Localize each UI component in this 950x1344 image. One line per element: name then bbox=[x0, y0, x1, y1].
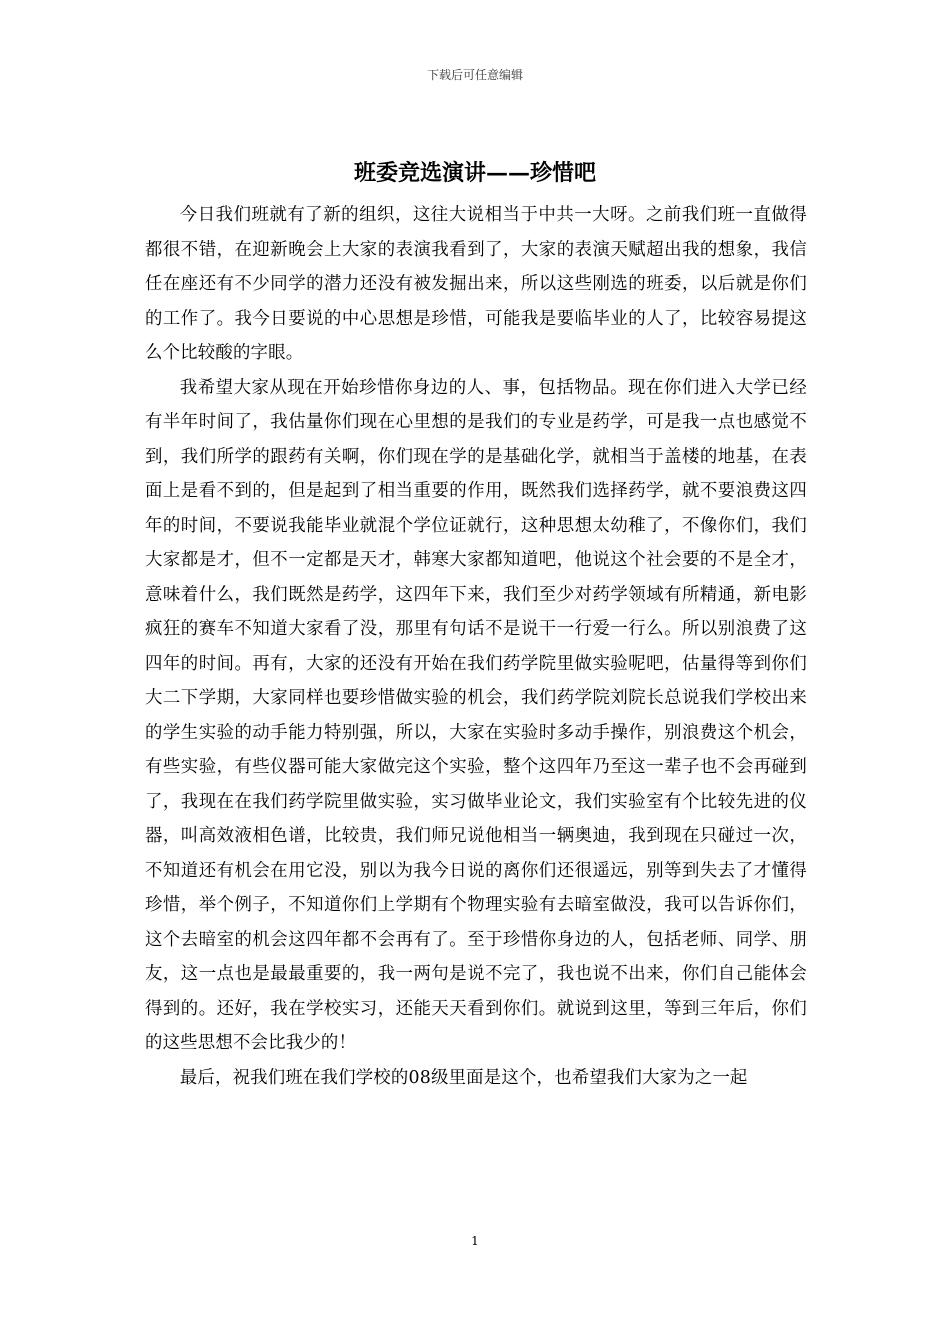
document-title: 班委竞选演讲——珍惜吧 bbox=[353, 160, 596, 186]
paragraph-2: 我希望大家从现在开始珍惜你身边的人、事，包括物品。现在你们进入大学已经有半年时间了，我估量你们现在心里想的是我们的专业是药学，可是我一点也感觉不到，我们所学的跟药有关啊，你们现在学的是基础化学，就相当于盖楼的地基，在表面上是看不到的，但是起到了相当重要的作用，既然我们选择药学，就不要浪费这四年的时间，不要说我能毕业就混个学位证就行，这种思想太幼稚了，不像你们，我们大家都是才，但不一定都是天才，韩寒大家都知道吧，他说这个社会要的不是全才，意味着什么，我们既然是药学，这四年下来，我们至少对药学领域有所精通，新电影疯狂的赛车不知道大家看了没，那里有句话不是说干一行爱一行么。所以别浪费了这四年的时间。再有，大家的还没有开始在我们药学院里做实验呢吧，估量得等到你们大二下学期，大家同样也要珍惜做实验的机会，我们药学院刘院长总说我们学校出来的学生实验的动手能力特别强，所以，大家在实验时多动手操作，别浪费这个机会，有些实验，有些仪器可能大家做完这个实验，整个这四年乃至这一辈子也不会再碰到了，我现在在我们药学院里做实验，实习做毕业论文，我们实验室有个比较先进的仪器，叫高效液相色谱，比较贵，我们师兄说他相当一辆奥迪，我到现在只碰过一次，不知道还有机会在用它没，别以为我今日说的离你们还很遥远，别等到失去了才懂得珍惜，举个例子，不知道你们上学期有个物理实验有去暗室做没，我可以告诉你们，这个去暗室的机会这四年都不会再有了。至于珍惜你身边的人，包括老师、同学、朋友，这一点也是最最重要的，我一两句是说不完了，我也说不出来，你们自己能体会得到的。还好，我在学校实习，还能天天看到你们。就说到这里，等到三年后，你们的这些思想不会比我少的！ bbox=[145, 377, 807, 1053]
document-body bbox=[145, 198, 807, 1095]
page-number: 1 bbox=[471, 1234, 479, 1248]
paragraph-3: 最后，祝我们班在我们学校的08级里面是这个，也希望我们大家为之一起 bbox=[179, 1067, 748, 1088]
paragraph-1: 今日我们班就有了新的组织，这往大说相当于中共一大呀。之前我们班一直做得都很不错，在迎新晚会上大家的表演我看到了，大家的表演天赋超出我的想象，我信任在座还有不少同学的潜力还没有被发掘出来，所以这些刚选的班委，以后就是你们的工作了。我今日要说的中心思想是珍惜，可能我是要临毕业的人了，比较容易提这么个比较酸的字眼。 bbox=[145, 205, 807, 363]
header-note: 下载后可任意编辑 bbox=[426, 68, 523, 82]
